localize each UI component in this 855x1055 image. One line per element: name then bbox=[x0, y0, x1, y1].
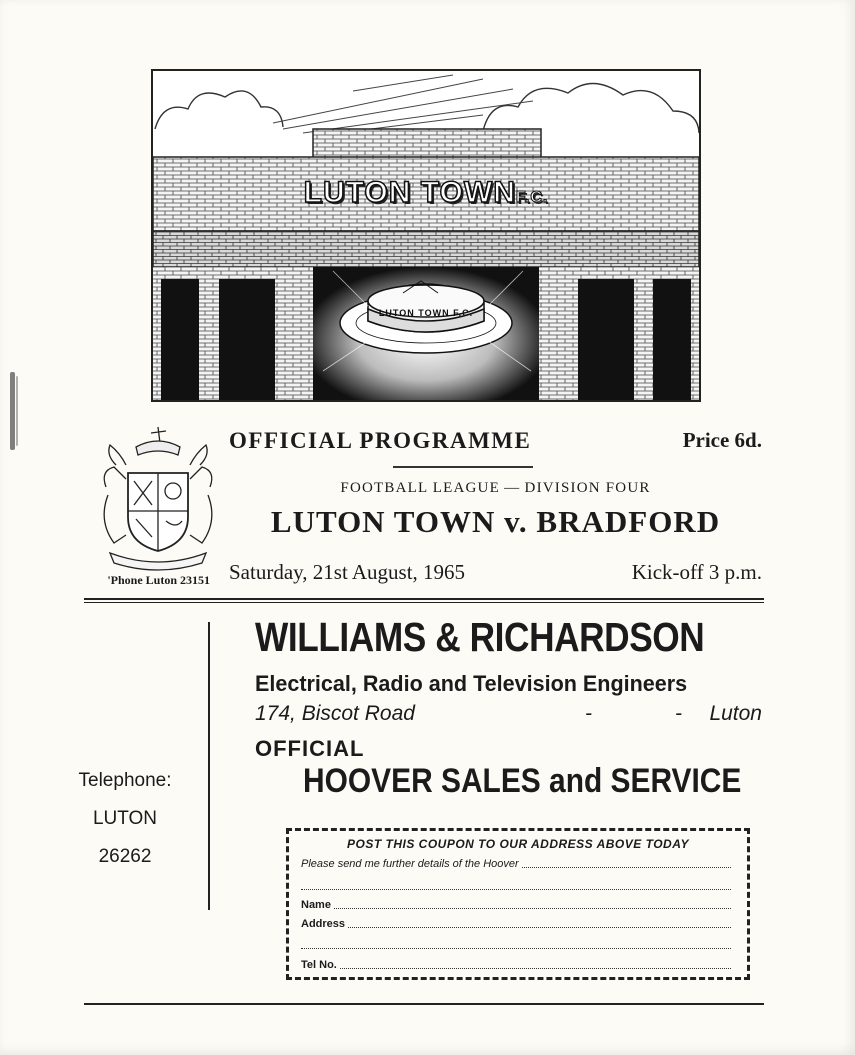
coupon-name-label: Name bbox=[301, 899, 331, 911]
price-label: Price 6d. bbox=[682, 428, 762, 452]
address-dash: - bbox=[585, 702, 592, 725]
ground-illustration bbox=[151, 69, 701, 402]
address-dash: - bbox=[675, 702, 682, 725]
programme-title: OFFICIAL PROGRAMME bbox=[229, 428, 532, 453]
coupon-tel-line[interactable] bbox=[301, 959, 731, 971]
coupon-address-field[interactable] bbox=[348, 918, 731, 928]
header-divider bbox=[84, 598, 764, 603]
staple bbox=[10, 372, 15, 450]
hat-band-text: LUTON TOWN F.C. bbox=[378, 308, 474, 318]
coupon-blank-line[interactable] bbox=[301, 880, 731, 892]
coupon-address-line[interactable] bbox=[301, 918, 731, 930]
reply-coupon bbox=[286, 828, 750, 980]
address-street: 174, Biscot Road bbox=[255, 702, 415, 725]
official-label: OFFICIAL bbox=[255, 736, 365, 761]
telephone-exchange: LUTON bbox=[92, 808, 158, 829]
telephone-number: 26262 bbox=[98, 846, 152, 867]
coupon-name-field[interactable] bbox=[334, 899, 731, 909]
advert-telephone bbox=[60, 762, 190, 876]
coupon-address-blank-field[interactable] bbox=[301, 939, 731, 949]
coupon-request-label: Please send me further details of the Hoover bbox=[301, 858, 519, 870]
footer-divider bbox=[84, 1003, 764, 1005]
club-fc-text: F.C. bbox=[515, 189, 549, 206]
advertiser-trade: Electrical, Radio and Television Engineers bbox=[255, 671, 688, 696]
club-phone: 'Phone Luton 23151 bbox=[107, 573, 210, 587]
borough-crest-icon bbox=[96, 425, 220, 575]
fixture-title: LUTON TOWN v. BRADFORD bbox=[270, 504, 721, 539]
staple-shadow bbox=[16, 376, 18, 446]
coupon-tel-field[interactable] bbox=[340, 959, 731, 969]
coupon-title: POST THIS COUPON TO OUR ADDRESS ABOVE TODAY bbox=[347, 837, 689, 851]
coupon-address-label: Address bbox=[301, 918, 346, 930]
league-division: FOOTBALL LEAGUE — DIVISION FOUR bbox=[340, 480, 651, 496]
coupon-tel-label: Tel No. bbox=[301, 959, 337, 971]
coupon-name-line[interactable] bbox=[301, 899, 731, 911]
match-date: Saturday, 21st August, 1965 bbox=[229, 560, 466, 584]
advertiser-name: WILLIAMS & RICHARDSON bbox=[255, 614, 705, 660]
advert-divider bbox=[208, 622, 210, 910]
coupon-address-blank-line[interactable] bbox=[301, 939, 731, 951]
coupon-request-field[interactable] bbox=[522, 858, 731, 868]
coupon-request-line[interactable] bbox=[301, 858, 731, 870]
club-name-banner bbox=[153, 176, 699, 210]
address-town: Luton bbox=[709, 702, 762, 725]
kickoff-time: Kick-off 3 p.m. bbox=[631, 560, 762, 584]
stadium-facade-drawing bbox=[153, 71, 699, 400]
club-name-text: LUTON TOWN bbox=[303, 176, 516, 209]
service-headline: HOOVER SALES and SERVICE bbox=[303, 762, 742, 800]
coupon-blank-field[interactable] bbox=[301, 880, 731, 890]
telephone-label: Telephone: bbox=[78, 770, 172, 791]
title-divider bbox=[393, 466, 533, 468]
